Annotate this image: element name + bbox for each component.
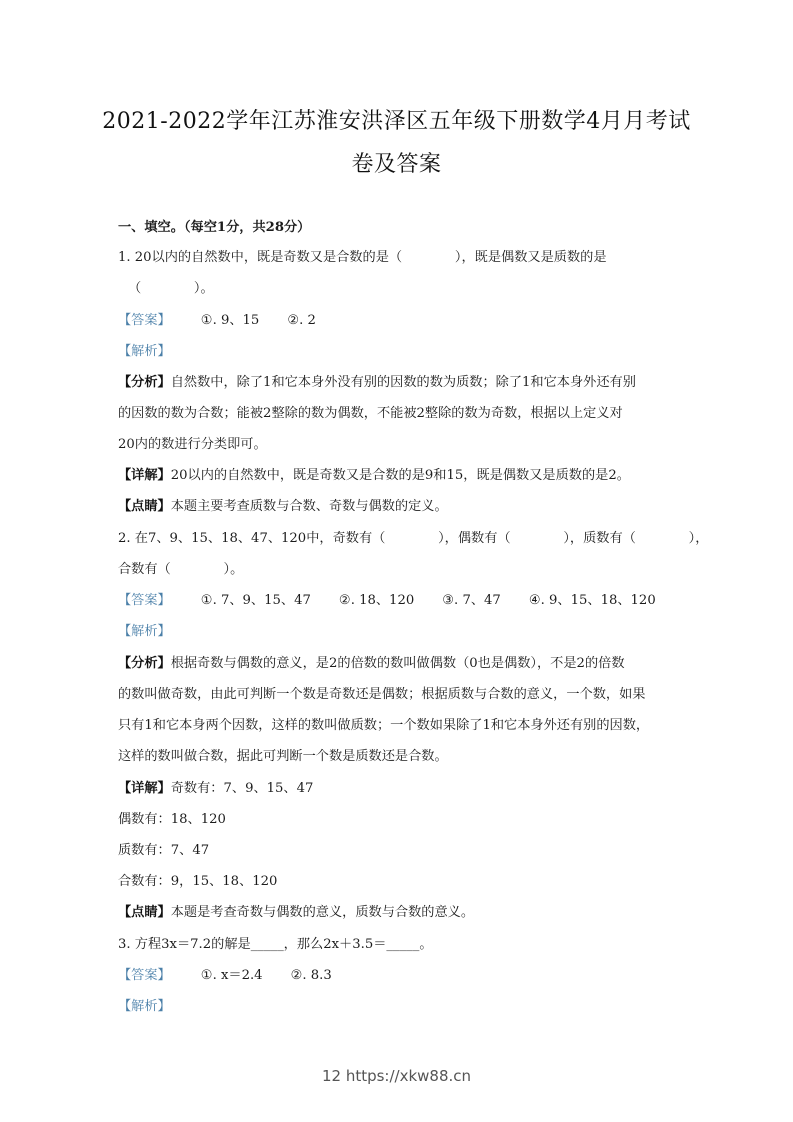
fenxi-label: 【分析】 bbox=[118, 375, 171, 390]
question-3-text: 3. 方程3x＝7.2的解是_____，那么2x＋3.5＝_____。 bbox=[118, 937, 433, 952]
question-1-text: 1. 20以内的自然数中，既是奇数又是合数的是（ ），既是偶数又是质数的是 bbox=[118, 250, 607, 265]
answer-item: ④. 9、15、18、120 bbox=[528, 593, 656, 608]
question-2-fenxi-cont: 这样的数叫做合数，据此可判断一个数是质数还是合数。 bbox=[118, 749, 448, 764]
question-2-text: 2. 在7、9、15、18、47、120中，奇数有（ ），偶数有（ ），质数有（ ）， bbox=[118, 531, 709, 546]
document-title-line1: 2021-2022学年江苏淮安洪泽区五年级下册数学4月月考试 bbox=[102, 109, 691, 134]
analysis-label: 【解析】 bbox=[118, 344, 171, 359]
xiangjie-label: 【详解】 bbox=[118, 468, 171, 483]
answer-item: ①. 7、9、15、47 bbox=[200, 593, 311, 608]
answer-item: ③. 7、47 bbox=[442, 593, 501, 608]
answer-item: ①. x＝2.4 bbox=[200, 968, 263, 983]
xiangjie-text: 20以内的自然数中，既是奇数又是合数的是9和15，既是偶数又是质数的是2。 bbox=[170, 468, 630, 483]
question-1-fenxi-cont: 的因数的数为合数；能被2整除的数为偶数，不能被2整除的数为奇数，根据以上定义对 bbox=[118, 406, 623, 421]
question-2-dianjing bbox=[118, 904, 688, 922]
answer-label: 【答案】 bbox=[118, 313, 171, 328]
dianjing-label: 【点睛】 bbox=[118, 499, 171, 514]
question-2-xiangjie-cont: 合数有：9，15、18、120 bbox=[118, 874, 278, 889]
question-1-text-cont: （ ）。 bbox=[128, 281, 214, 296]
document-title-line2: 卷及答案 bbox=[351, 152, 442, 177]
answer-item: ②. 2 bbox=[287, 313, 316, 328]
analysis-label: 【解析】 bbox=[118, 624, 171, 639]
answer-label: 【答案】 bbox=[118, 968, 171, 983]
xiangjie-label: 【详解】 bbox=[118, 781, 171, 796]
answer-item: ①. 9、15 bbox=[200, 313, 260, 328]
dianjing-text: 本题是考查奇数与偶数的意义，质数与合数的意义。 bbox=[170, 905, 475, 920]
question-2-answer bbox=[118, 592, 688, 610]
analysis-label: 【解析】 bbox=[118, 999, 171, 1014]
dianjing-label: 【点睛】 bbox=[118, 905, 171, 920]
fenxi-text: 根据奇数与偶数的意义，是2的倍数的数叫做偶数（0也是偶数），不是2的倍数 bbox=[170, 656, 625, 671]
question-1-fenxi bbox=[118, 374, 688, 392]
question-2-xiangjie-cont: 偶数有：18、120 bbox=[118, 812, 226, 827]
question-2-fenxi-cont: 的数叫做奇数，由此可判断一个数是奇数还是偶数；根据质数与合数的意义，一个数，如果 bbox=[118, 687, 646, 702]
question-2-fenxi bbox=[118, 655, 688, 673]
answer-item: ②. 8.3 bbox=[290, 968, 332, 983]
question-1-answer bbox=[118, 312, 688, 330]
dianjing-text: 本题主要考查质数与合数、奇数与偶数的定义。 bbox=[170, 499, 448, 514]
xiangjie-text: 奇数有：7、9、15、47 bbox=[170, 781, 314, 796]
answer-label: 【答案】 bbox=[118, 593, 171, 608]
question-2-text-cont: 合数有（ ）。 bbox=[118, 562, 244, 577]
question-1-dianjing bbox=[118, 498, 688, 516]
page-footer: 12 https://xkw88.cn bbox=[321, 1067, 472, 1085]
question-1-xiangjie bbox=[118, 467, 688, 485]
question-3-answer bbox=[118, 967, 688, 985]
fenxi-label: 【分析】 bbox=[118, 656, 171, 671]
question-2-xiangjie bbox=[118, 780, 688, 798]
question-1-fenxi-cont: 20内的数进行分类即可。 bbox=[118, 437, 267, 452]
question-2-xiangjie-cont: 质数有：7、47 bbox=[118, 843, 210, 858]
section-heading: 一、填空。（每空1分，共28分） bbox=[118, 220, 311, 235]
fenxi-text: 自然数中，除了1和它本身外没有别的因数的数为质数；除了1和它本身外还有别 bbox=[170, 375, 636, 390]
question-2-fenxi-cont: 只有1和它本身两个因数，这样的数叫做质数；一个数如果除了1和它本身外还有别的因数， bbox=[118, 718, 650, 733]
answer-item: ②. 18、120 bbox=[338, 593, 415, 608]
